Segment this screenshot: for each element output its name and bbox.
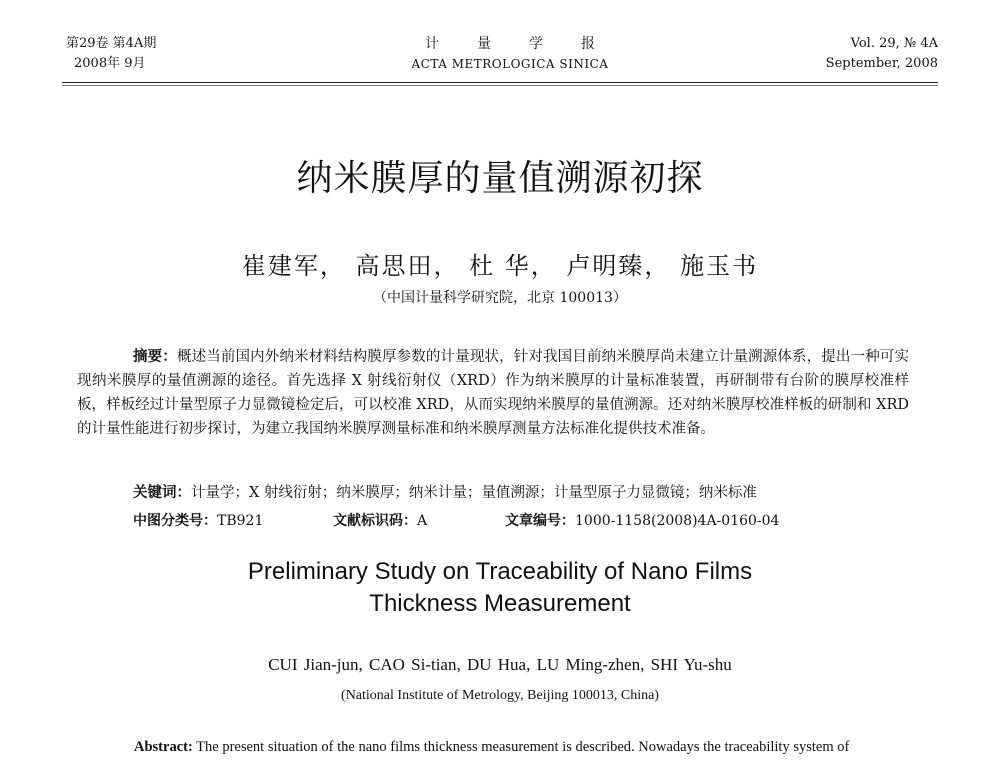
header-rule [62,82,938,83]
document-code-label: 文献标识码： [333,513,417,529]
keywords-zh [133,482,923,504]
journal-name-zh: 计量学报 [425,36,633,52]
header-rule-secondary [62,85,938,86]
affiliation-zh: （中国计量科学研究院，北京 100013） [373,290,627,306]
running-header [0,34,1000,84]
paper-title-en [0,556,1000,620]
author-list-zh: 崔建军， 高思田， 杜 华， 卢明臻， 施玉书 [241,252,759,280]
abstract-zh-text: 概述当前国内外纳米材料结构膜厚参数的计量现状，针对我国目前纳米膜厚尚未建立计量溯源体系，提出一种可实现纳米膜厚的量值溯源的途径。首先选择 X 射线衍射仪（XRD）作为纳米膜厚的计量标准装置，再研制带有台阶的膜厚校准样板，样板经过计量型原子力显微镜检定后，可以校准 XRD，从而实现纳米膜厚的量值溯源。还对纳米膜厚校准样板的研制和 XRD 的计量性能进行初步探讨，为建立我国纳米膜厚测量标准和纳米膜厚测量方法标准化提供技术准备。 [77,349,910,437]
article-number-label: 文章编号： [505,513,575,529]
article-number-value: 1000-1158(2008)4A-0160-04 [575,513,780,529]
abstract-en [134,736,924,758]
journal-name-en: ACTA METROLOGICA SINICA [411,57,609,71]
abstract-zh-label: 摘要： [133,349,177,365]
document-code-value: A [417,513,428,529]
journal-name [360,34,660,74]
keywords-zh-text: 计量学；X 射线衍射；纳米膜厚；纳米计量；量值溯源；计量型原子力显微镜；纳米标准 [191,485,757,501]
issue-info [66,34,156,74]
clc-value: TB921 [217,513,264,529]
clc-label: 中图分类号： [133,513,217,529]
publication-date-en: September, 2008 [825,56,938,71]
paper-title-en-line1: Preliminary Study on Traceability of Nano Films [247,558,753,585]
abstract-zh [77,345,909,441]
paper-title-zh: 纳米膜厚的量值溯源初探 [296,158,704,199]
paper-title-en-line2: Thickness Measurement [369,590,631,617]
volume-issue: 第29卷 第4A期 [66,36,157,51]
author-list-en: CUI Jian-jun, CAO Si-tian, DU Hua, LU Ming-zhen, SHI Yu-shu [268,655,732,674]
abstract-en-label: Abstract: [134,739,193,755]
affiliation-en: (National Institute of Metrology, Beijing 100013, China) [341,688,659,703]
abstract-en-text: The present situation of the nano films thickness measurement is described. Nowadays the traceability system of [196,739,850,755]
volume-info-en [826,34,938,74]
clc-number [133,510,263,532]
volume-number-en: Vol. 29, № 4A [850,36,938,51]
abstract-zh-paragraph [77,345,909,441]
document-code [333,510,427,532]
keywords-zh-label: 关键词： [133,485,191,501]
classification-info [133,510,923,532]
publication-date-zh: 2008年 9月 [74,56,146,71]
article-number [505,510,779,532]
